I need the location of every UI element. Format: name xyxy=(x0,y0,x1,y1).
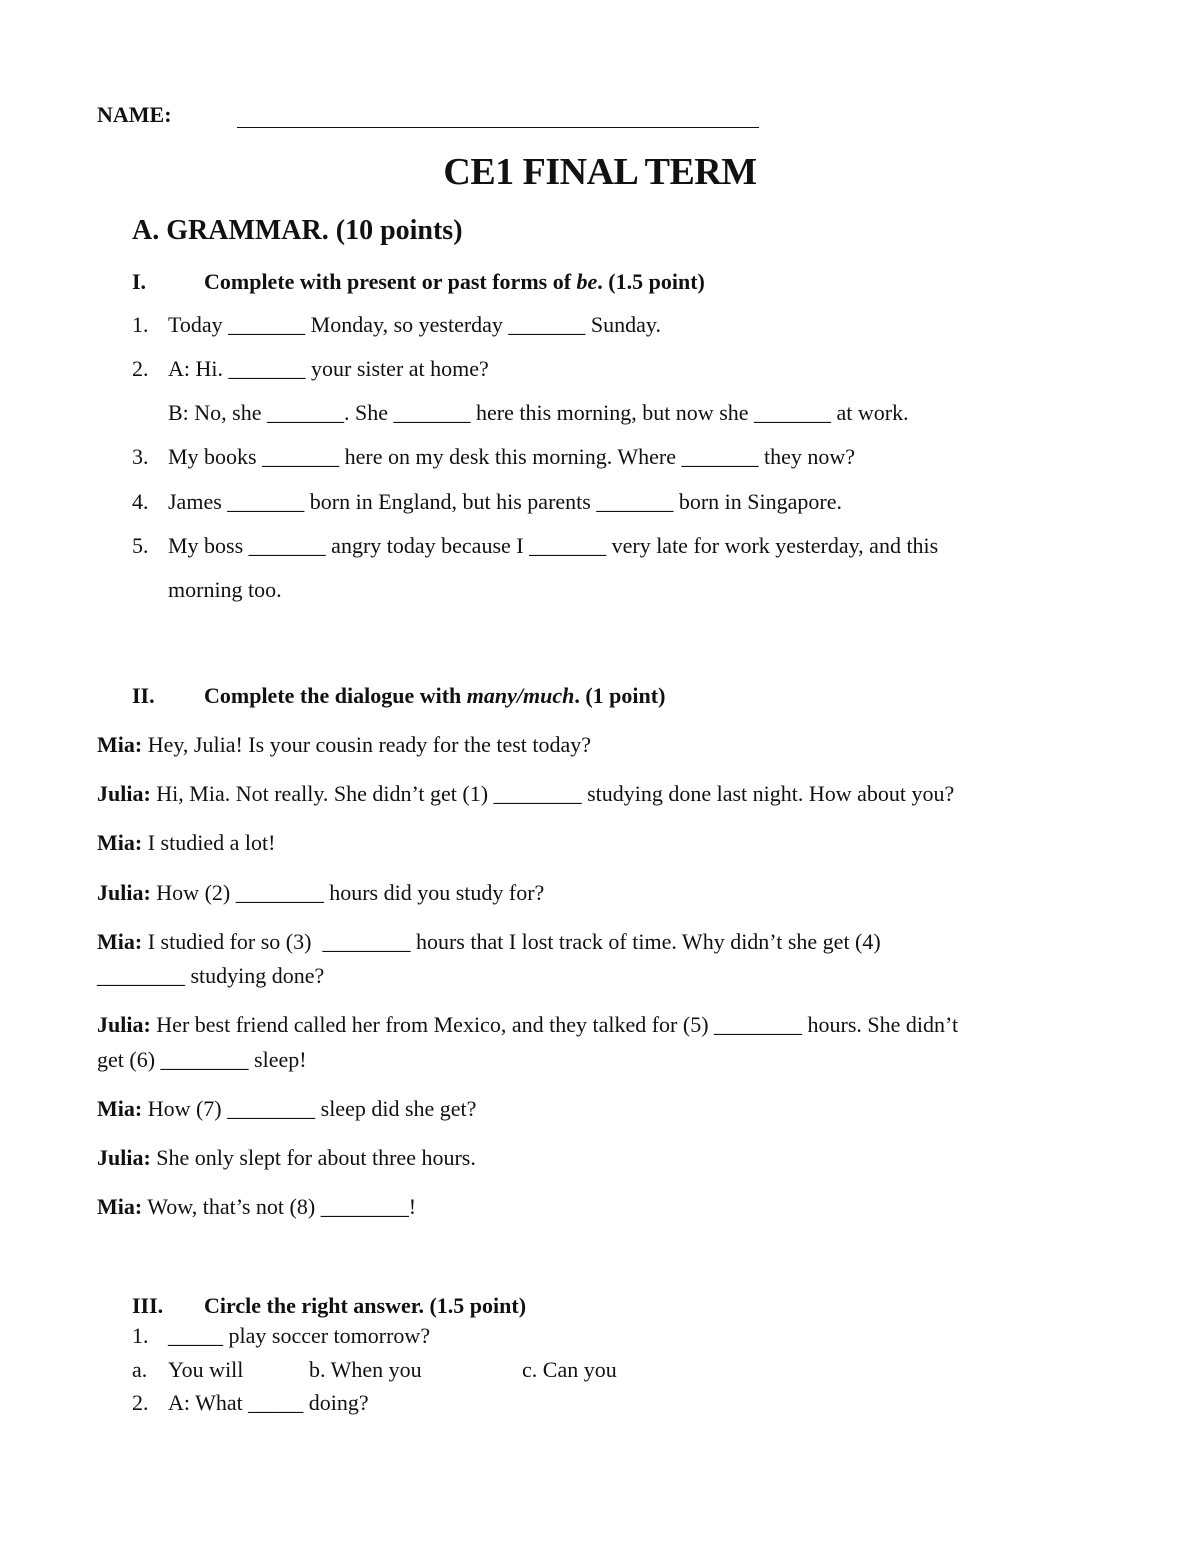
dialogue-line: Mia: I studied for so (3) ________ hours that I lost track of time. Why didn’t she get (4) xyxy=(97,929,881,954)
section-a-heading: A. GRAMMAR. (10 points) xyxy=(132,215,463,246)
name-label: NAME: xyxy=(97,102,172,127)
speaker-name: Mia: xyxy=(97,929,143,954)
dialogue-line: Julia: She only slept for about three hours. xyxy=(97,1145,476,1170)
item-text: B: No, she _______. She _______ here this morning, but now she _______ at work. xyxy=(168,400,909,425)
speaker-name: Julia: xyxy=(97,1145,151,1170)
speaker-name: Mia: xyxy=(97,1194,143,1219)
part1-instruction: Complete with present or past forms of be. (1.5 point) xyxy=(204,269,705,294)
option-letter: a. xyxy=(132,1357,148,1382)
question-text: A: What _____ doing? xyxy=(168,1390,369,1415)
dialogue-line: Mia: I studied a lot! xyxy=(97,830,276,855)
speaker-name: Julia: xyxy=(97,781,151,806)
speaker-name: Julia: xyxy=(97,880,151,905)
dialogue-line: Julia: Her best friend called her from Mexico, and they talked for (5) ________ hours. She didn’t xyxy=(97,1012,959,1037)
item-number: 1. xyxy=(132,312,149,337)
item-text: James _______ born in England, but his parents _______ born in Singapore. xyxy=(168,489,842,514)
dialogue-line-continued: ________ studying done? xyxy=(97,963,325,988)
page-title: CE1 FINAL TERM xyxy=(443,151,757,193)
part3-instruction: Circle the right answer. (1.5 point) xyxy=(204,1293,527,1318)
item-text: morning too. xyxy=(168,577,282,602)
dialogue-line-continued: get (6) ________ sleep! xyxy=(97,1047,307,1072)
speaker-name: Julia: xyxy=(97,1012,151,1037)
item-text: My books _______ here on my desk this morning. Where _______ they now? xyxy=(168,444,856,469)
part1-number: I. xyxy=(132,269,147,294)
part2-number: II. xyxy=(132,683,155,708)
item-text: My boss _______ angry today because I _______ very late for work yesterday, and this xyxy=(168,533,939,558)
dialogue-line: Mia: Hey, Julia! Is your cousin ready for the test today? xyxy=(97,732,592,757)
item-text: Today _______ Monday, so yesterday _______ Sunday. xyxy=(168,312,661,337)
item-text: A: Hi. _______ your sister at home? xyxy=(168,356,489,381)
question-text: _____ play soccer tomorrow? xyxy=(168,1323,431,1348)
option-c[interactable]: c. Can you xyxy=(522,1357,617,1382)
question-number: 2. xyxy=(132,1390,149,1415)
speaker-name: Mia: xyxy=(97,732,143,757)
dialogue-line: Julia: Hi, Mia. Not really. She didn’t get (1) ________ studying done last night. How about you? xyxy=(97,781,955,806)
part2-instruction: Complete the dialogue with many/much. (1 point) xyxy=(204,683,666,708)
dialogue-line: Mia: How (7) ________ sleep did she get? xyxy=(97,1096,477,1121)
dialogue-line: Julia: How (2) ________ hours did you study for? xyxy=(97,880,545,905)
speaker-name: Mia: xyxy=(97,830,143,855)
item-number: 4. xyxy=(132,489,149,514)
item-number: 5. xyxy=(132,533,149,558)
question-number: 1. xyxy=(132,1323,149,1348)
item-number: 3. xyxy=(132,444,149,469)
option-b[interactable]: b. When you xyxy=(309,1357,422,1382)
speaker-name: Mia: xyxy=(97,1096,143,1121)
item-number: 2. xyxy=(132,356,149,381)
dialogue-line: Mia: Wow, that’s not (8) ________! xyxy=(97,1194,417,1219)
option-a[interactable]: You will xyxy=(168,1357,244,1382)
part3-number: III. xyxy=(132,1293,164,1318)
name-blank-line[interactable] xyxy=(237,127,759,128)
